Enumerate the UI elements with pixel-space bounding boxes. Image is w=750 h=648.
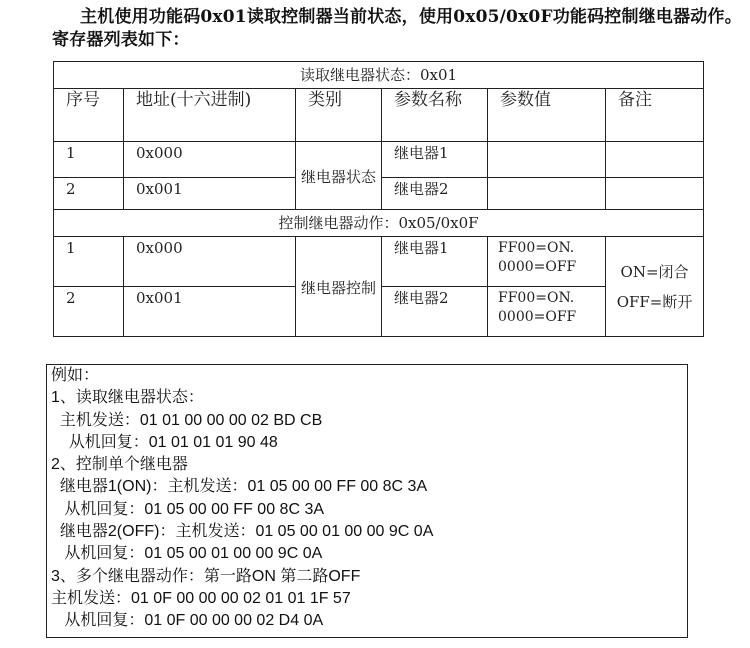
row-no: 1 [54, 237, 124, 287]
example-line: 例如： [51, 367, 100, 384]
row-address: 0x000 [124, 142, 296, 178]
example-box [46, 364, 688, 638]
row-param-name: 继电器2 [382, 287, 488, 337]
row-note [606, 178, 704, 210]
example-line: 继电器2(OFF)：主机发送：01 05 00 01 00 00 9C 0A [51, 523, 434, 541]
row-no: 2 [54, 287, 124, 337]
header-param-value: 参数值 [488, 89, 606, 142]
intro-paragraph: 主机使用功能码0x01读取控制器当前状态，使用0x05/0x0F功能码控制继电器动作。寄存器列表如下： [52, 7, 742, 50]
control-category-cell: 继电器控制 [296, 237, 382, 337]
header-note: 备注 [606, 89, 704, 142]
row-note [606, 142, 704, 178]
header-param-name: 参数名称 [382, 89, 488, 142]
row-address: 0x001 [124, 287, 296, 337]
row-param-value: FF00=ON. 0000=OFF [488, 287, 606, 337]
header-row [54, 89, 704, 142]
section-control-title: 控制继电器动作：0x05/0x0F [54, 210, 704, 237]
row-address: 0x001 [124, 178, 296, 210]
row-param-value [488, 142, 606, 178]
row-param-name: 继电器2 [382, 178, 488, 210]
header-address: 地址(十六进制) [124, 89, 296, 142]
example-line: 3、多个继电器动作：第一路ON 第二路OFF [51, 567, 361, 585]
example-line: 主机发送：01 01 00 00 00 02 BD CB [51, 411, 323, 429]
example-line: 主机发送：01 0F 00 00 00 02 01 01 1F 57 [51, 589, 351, 607]
read-category-cell: 继电器状态 [296, 142, 382, 210]
row-param-name: 继电器1 [382, 142, 488, 178]
row-param-value: FF00=ON. 0000=OFF [488, 237, 606, 287]
table-row [54, 237, 704, 287]
row-address: 0x000 [124, 237, 296, 287]
row-no: 1 [54, 142, 124, 178]
row-param-name: 继电器1 [382, 237, 488, 287]
example-line: 继电器1(ON)：主机发送：01 05 00 00 FF 00 8C 3A [51, 478, 428, 496]
example-line: 从机回复：01 0F 00 00 00 02 D4 0A [51, 612, 324, 630]
control-note-cell: ON=闭合 OFF=断开 [606, 237, 704, 337]
table-row [54, 142, 704, 178]
example-line: 2、控制单个继电器 [51, 456, 188, 474]
example-line: 从机回复：01 01 01 01 90 48 [51, 433, 278, 451]
example-line: 从机回复：01 05 00 01 00 00 9C 0A [51, 545, 323, 563]
register-table [53, 61, 704, 337]
row-no: 2 [54, 178, 124, 210]
header-no: 序号 [54, 89, 124, 142]
example-line: 1、读取继电器状态： [51, 389, 204, 407]
section-read-title: 读取继电器状态：0x01 [54, 62, 704, 89]
example-line: 从机回复：01 05 00 00 FF 00 8C 3A [51, 500, 325, 518]
header-category: 类别 [296, 89, 382, 142]
row-param-value [488, 178, 606, 210]
